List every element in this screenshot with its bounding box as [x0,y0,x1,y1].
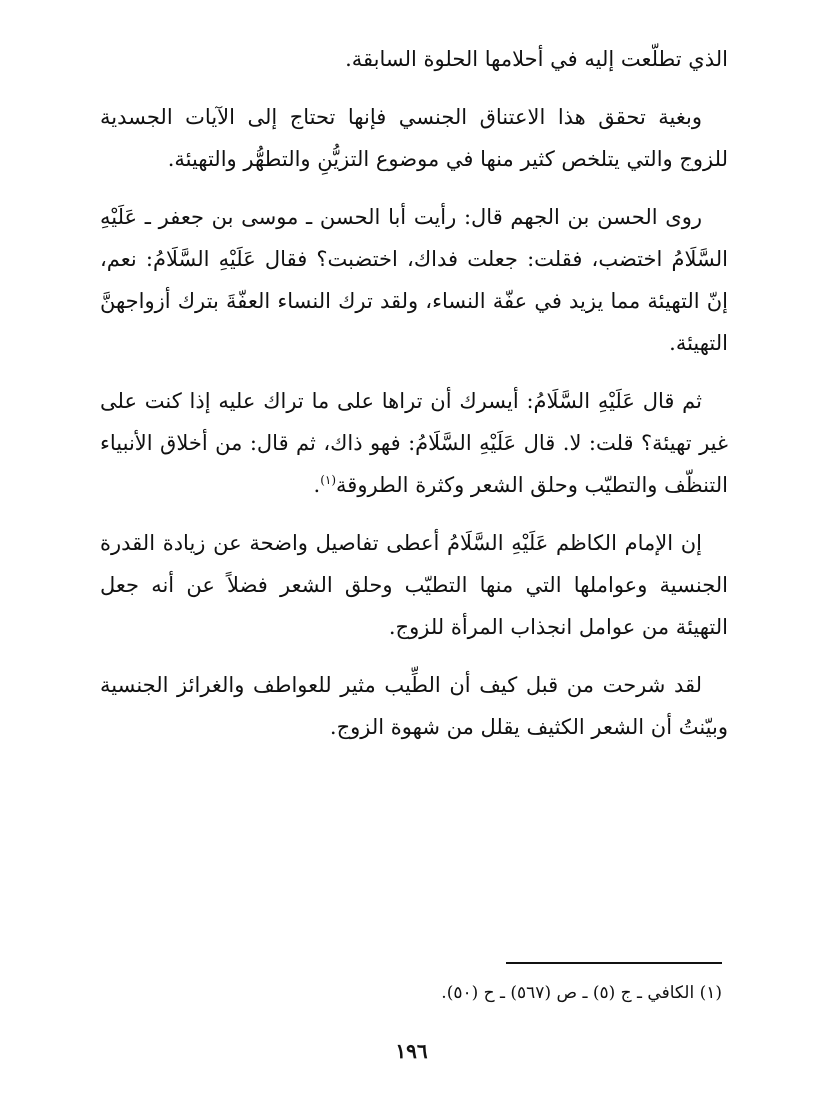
footnote-divider [506,962,722,964]
footnote-reference: (١) [320,473,337,487]
main-text [100,38,728,764]
paragraph-3: روى الحسن بن الجهم قال: رأيت أبا الحسن ـ موسى بن جعفر ـ عَلَيْهِ السَّلَامُ اختضب، فقلت: جعلت فداك، اختضبت؟ فقال عَلَيْهِ السَّلَامُ: نعم، إنّ التهيئة مما يزيد في عفّة النساء، ولقد ترك النساء العفّةَ بترك أزواجهنَّ التهيئة. [100,205,728,355]
paragraph-1: الذي تطلّعت إليه في أحلامها الحلوة السابقة. [345,47,728,71]
paragraph-4-end: . [313,473,321,497]
paragraph-2: وبغية تحقق هذا الاعتناق الجنسي فإنها تحتاج إلى الآيات الجسدية للزوج والتي يتلخص كثير منها في موضوع التزيُّنِ والتطهُّر والتهيئة. [100,105,728,171]
page-number: ١٩٦ [395,1039,428,1063]
paragraph-4-text: ثم قال عَلَيْهِ السَّلَامُ: أيسرك أن تراها على ما تراك عليه إذا كنت على غير تهيئة؟ قلت: لا. قال عَلَيْهِ السَّلَامُ: فهو ذاك، ثم قال: من أخلاق الأنبياء التنظّف والتطيّب وحلق الشعر وكثرة الطروقة [100,389,728,497]
footnote: (١) الكافي ـ ج (٥) ـ ص (٥٦٧) ـ ح (٥٠). [441,983,722,1003]
paragraph-5: إن الإمام الكاظم عَلَيْهِ السَّلَامُ أعطى تفاصيل واضحة عن زيادة القدرة الجنسية وعواملها التي منها التطيّب وحلق الشعر فضلاً عن أنه جعل التهيئة من عوامل انجذاب المرأة للزوج. [100,531,728,639]
paragraph-4 [100,380,728,506]
paragraph-6: لقد شرحت من قبل كيف أن الطِّيب مثير للعواطف والغرائز الجنسية وبيّنتُ أن الشعر الكثيف يقلل من شهوة الزوج. [100,673,728,739]
